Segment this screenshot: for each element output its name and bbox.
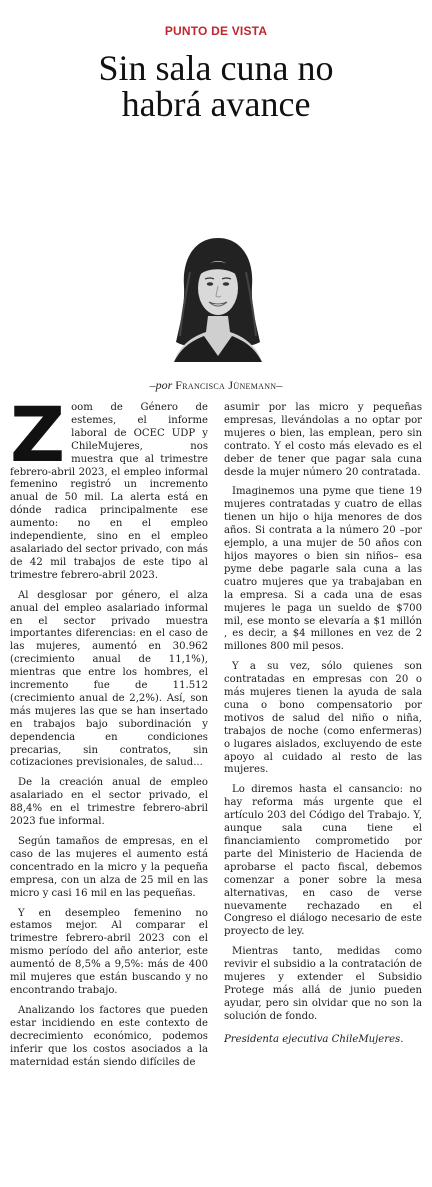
article-paragraph: Y en desempleo femenino no estamos mejor. Al comparar el trimestre febrero-abril 2023 con el mismo período del año anterior, este aumentó de 8,5% a 9,5%: más de 400 mil mujeres que están buscando y no encontrando trabajo. (10, 907, 208, 996)
article-paragraph: Analizando los factores que pueden estar incidiendo en este contexto de decrecimiento económico, podemos inferir que los costos asociados a la maternidad están siendo difíciles de (10, 1004, 208, 1068)
article-paragraph: asumir por las micro y pequeñas empresas, llevándolas a no optar por mujeres o bien, las emplean, pero sin contrato. Y el costo más elevado es el deber de tener que pagar sala cuna desde la mujer número 20 contratada. (224, 402, 422, 478)
article-column-left (10, 390, 208, 1076)
author-signature: Presidenta ejecutiva ChileMujeres. (224, 1033, 404, 1045)
article-paragraph: Imaginemos una pyme que tiene 19 mujeres contratadas y cuatro de ellas tienen un hijo o hija menores de dos años. Si contrata a la número 20 –por ejemplo, a una mujer de 50 años con hijos mayores o bien sin niños– esa pyme debe pagarle sala cuna a las cuatro mujeres que ya trabajaban en la empresa. Si a cada una de esas mujeres le paga un sueldo de $700 mil, ese monto se elevaría a $1 millón , es decir, a $4 millones en vez de 2 millones 800 mil pesos. (224, 486, 422, 653)
byline-suffix: – (276, 378, 283, 392)
article-paragraph: Según tamaños de empresas, en el caso de las mujeres el aumento está concentrado en la micro y la pequeña empresa, con un alza de 25 mil en las micro y casi 16 mil en las pequeñas. (10, 836, 208, 899)
article-paragraph: Al desglosar por género, el alza anual del empleo asalariado informal en el sector privado muestra importantes diferencias: en el caso de las mujeres, aumentó en 30.962 (crecimiento anual de 11,1%), mientras que entre los hombres, el incremento fue de 11.512 (crecimiento anual de 2,2%). Así, son más mujeres las que se han insertado en trabajos bajo subordinación y dependencia en condiciones precarias, sin contratos, sin cotizaciones previsionales, de salud... (10, 589, 208, 769)
headline (10, 50, 422, 122)
article-column-right (224, 402, 422, 1054)
drop-cap: Z (10, 390, 66, 479)
headline-line-2: habrá avance (121, 84, 311, 124)
article-paragraph: Zoom de Género de estemes, el informe laboral de OCEC UDP y ChileMujeres, nos muestra que al trimestre febrero-abril 2023, el empleo informal femenino registró un incremento anual de 50 mil. La alerta está en dónde radica principalmente ese aumento: no en el empleo independiente, sino en el empleo asalariado del sector privado, con más de 42 mil trabajos de este tipo al trimestre febrero-abril 2023. (10, 390, 208, 581)
byline-prefix: –por (149, 378, 173, 392)
section-label: PUNTO DE VISTA (164, 24, 268, 38)
headline-line-1: Sin sala cuna no (98, 48, 334, 88)
article-paragraph: Y a su vez, sólo quienes son contratadas en empresas con 20 o más mujeres tienen la ayuda de sala cuna o bono compensatorio por motivos de salud del niño o niña, trabajos de noche (como enfermeras) o lugares aislados, excluyendo de este apoyo al cuidado al resto de las mujeres. (224, 661, 422, 776)
article-paragraph: Lo diremos hasta el cansancio: no hay reforma más urgente que el artículo 203 del Código del Trabajo. Y, aunque sala cuna tiene el financiamiento comprometido por parte del Ministerio de Hacienda de aprobarse el pacto fiscal, debemos comenzar a poner sobre la mesa alternativas, en caso de verse nuevamente rechazado en el Congreso el diálogo necesario de este proyecto de ley. (224, 784, 422, 938)
author-name: Francisca Jünemann (175, 378, 277, 392)
article-paragraph: De la creación anual de empleo asalariado en el sector privado, el 88,4% en el trimestre febrero-abril 2023 fue informal. (10, 777, 208, 828)
author-portrait (172, 232, 264, 362)
article-paragraph: Mientras tanto, medidas como revivir el subsidio a la contratación de mujeres y extender el Subsidio Protege más allá de junio pueden ayudar, pero sin olvidar que no son la solución de fondo. (224, 946, 422, 1022)
